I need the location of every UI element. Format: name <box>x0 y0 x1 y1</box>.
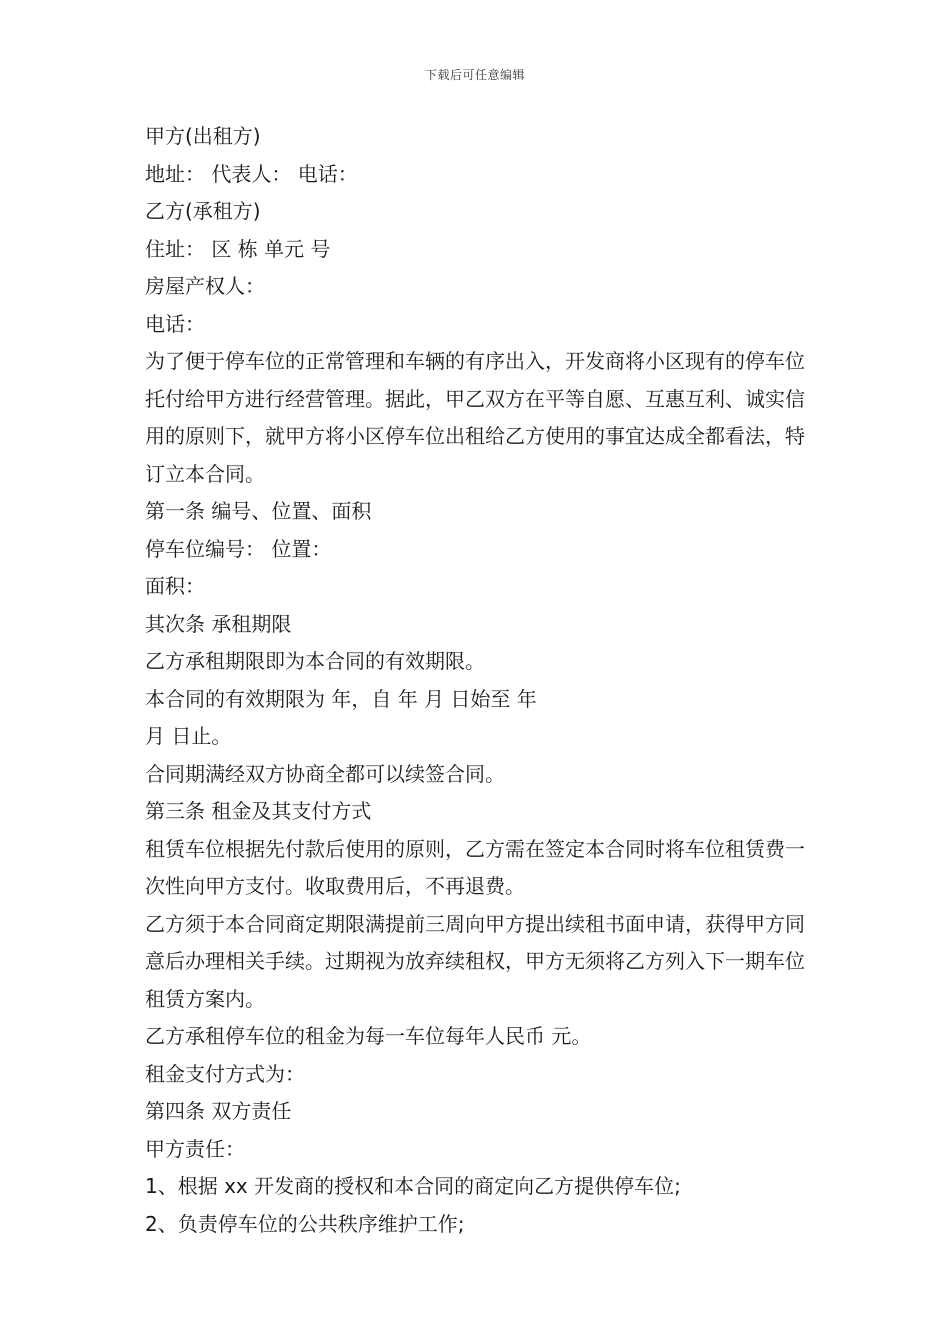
area-line: 面积： <box>145 574 205 598</box>
duty-item-1: 1、根据 xx 开发商的授权和本合同的商定向乙方提供停车位; <box>145 1174 681 1198</box>
party-b-heading: 乙方(承租方) <box>145 199 261 223</box>
duty-item-2: 2、负责停车位的公共秩序维护工作; <box>145 1211 465 1236</box>
rent-amount-paragraph: 乙方承租停车位的租金为每一车位每年人民币 元。 <box>145 1024 592 1048</box>
article-1-heading: 第一条 编号、位置、面积 <box>145 499 372 523</box>
parking-number-line: 停车位编号： 位置： <box>145 536 332 561</box>
property-owner-line: 房屋产权人： <box>145 274 265 298</box>
party-a-duties-heading: 甲方责任： <box>145 1136 245 1161</box>
article-4-heading: 第四条 双方责任 <box>145 1099 292 1123</box>
party-b-address-line: 住址： 区 栋 单元 号 <box>145 236 331 261</box>
lease-term-paragraph: 乙方承租期限即为本合同的有效期限。 <box>145 649 485 673</box>
renewal-paragraph: 合同期满经双方协商全都可以续签合同。 <box>145 761 505 786</box>
payment-method-line: 租金支付方式为： <box>145 1061 305 1086</box>
renewal-application-paragraph: 乙方须于本合同商定期限满提前三周向甲方提出续租书面申请，获得甲方同意后办理相关手续。过期视为放弃续租权，甲方无须将乙方列入下一期车位租赁方案内。 <box>145 911 805 1011</box>
validity-end-line: 月 日止。 <box>145 724 232 748</box>
validity-period-line: 本合同的有效期限为 年，自 年 月 日始至 年 <box>145 686 537 711</box>
party-a-contact-line: 地址： 代表人： 电话： <box>145 161 358 186</box>
party-a-heading: 甲方(出租方) <box>145 124 261 148</box>
article-2-heading: 其次条 承租期限 <box>145 611 292 636</box>
document-body <box>145 118 815 1243</box>
phone-line: 电话： <box>145 311 205 336</box>
preamble-paragraph: 为了便于停车位的正常管理和车辆的有序出入，开发商将小区现有的停车位托付给甲方进行经营管理。据此，甲乙双方在平等自愿、互惠互利、诚实信用的原则下，就甲方将小区停车位出租给乙方使用的事宜达成全都看法，特订立本合同。 <box>145 349 805 486</box>
article-3-heading: 第三条 租金及其支付方式 <box>145 799 372 823</box>
header-note: 下载后可任意编辑 <box>424 68 525 82</box>
payment-principle-paragraph: 租赁车位根据先付款后使用的原则，乙方需在签定本合同时将车位租赁费一次性向甲方支付。收取费用后，不再退费。 <box>145 836 805 898</box>
